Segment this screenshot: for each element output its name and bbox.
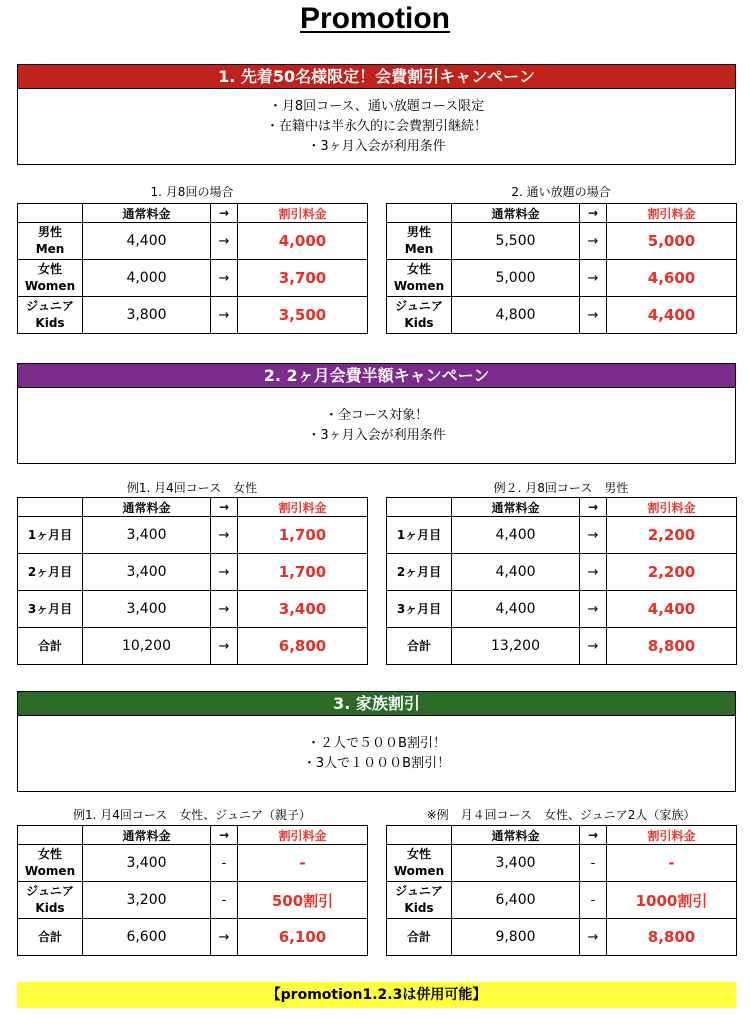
table-row: [18, 223, 368, 260]
row-label: 合計: [387, 628, 452, 665]
header-arrow: →: [580, 826, 607, 845]
discount-price: 3,500: [238, 297, 368, 334]
table-row: [18, 845, 368, 882]
normal-price: 6,600: [83, 919, 211, 956]
arrow: -: [580, 882, 607, 919]
header-discount: 割引料金: [238, 204, 368, 223]
section3-line-1: ・２人で５００B割引！: [307, 735, 446, 751]
discount-price: 2,200: [607, 517, 737, 554]
header-normal: 通常料金: [452, 826, 580, 845]
arrow: →: [211, 554, 238, 591]
section3-left-table: [17, 825, 368, 956]
row-label: 合計: [18, 628, 83, 665]
arrow: →: [211, 223, 238, 260]
row-label: 女性 Women: [18, 845, 83, 882]
table-row: [387, 223, 737, 260]
section2-left-table: [17, 497, 368, 665]
discount-price: 4,000: [238, 223, 368, 260]
header-arrow: →: [580, 204, 607, 223]
header-arrow: →: [211, 826, 238, 845]
section3-left-caption: 例1. 月4回コース 女性、ジュニア（親子）: [72, 808, 312, 822]
header-blank: [18, 826, 83, 845]
header-arrow: →: [580, 498, 607, 517]
table-row: [387, 591, 737, 628]
section3-header: 3. 家族割引: [17, 691, 736, 716]
discount-price: 4,400: [607, 591, 737, 628]
normal-price: 5,500: [452, 223, 580, 260]
discount-price: 8,800: [607, 919, 737, 956]
table-row: [387, 517, 737, 554]
section1-description: [17, 89, 736, 165]
discount-price: 5,000: [607, 223, 737, 260]
row-label: 男性 Men: [18, 223, 83, 260]
row-label: ジュニア Kids: [387, 882, 452, 919]
table-row: [18, 591, 368, 628]
normal-price: 3,800: [83, 297, 211, 334]
header-arrow: →: [211, 498, 238, 517]
arrow: →: [580, 628, 607, 665]
arrow: →: [211, 591, 238, 628]
row-label: 3ヶ月目: [18, 591, 83, 628]
normal-price: 9,800: [452, 919, 580, 956]
section1-left-caption: 1. 月8回の場合: [150, 185, 234, 199]
arrow: →: [211, 517, 238, 554]
section2-line-1: ・全コース対象！: [324, 407, 429, 423]
header-normal: 通常料金: [452, 204, 580, 223]
discount-price: 4,400: [607, 297, 737, 334]
row-label: 1ヶ月目: [387, 517, 452, 554]
discount-price: 4,600: [607, 260, 737, 297]
table-header-row: [387, 826, 737, 845]
row-label: ジュニア Kids: [387, 297, 452, 334]
normal-price: 3,200: [83, 882, 211, 919]
discount-price: 2,200: [607, 554, 737, 591]
arrow: →: [211, 260, 238, 297]
normal-price: 10,200: [83, 628, 211, 665]
section2-header: 2. 2ヶ月会費半額キャンペーン: [17, 363, 736, 388]
table-row: [18, 628, 368, 665]
table-row: [18, 554, 368, 591]
normal-price: 4,400: [452, 517, 580, 554]
header-discount: 割引料金: [607, 204, 737, 223]
header-discount: 割引料金: [238, 826, 368, 845]
normal-price: 4,400: [83, 223, 211, 260]
section1-header: 1. 先着50名様限定！会費割引キャンペーン: [17, 64, 736, 89]
table-header-row: [18, 204, 368, 223]
table-row: [18, 919, 368, 956]
arrow: →: [211, 628, 238, 665]
page-title: Promotion: [300, 2, 450, 35]
row-label: 女性 Women: [387, 260, 452, 297]
section2-line-2: ・3ヶ月入会が利用条件: [307, 427, 446, 443]
section3-line-2: ・3人で１０００B割引！: [302, 755, 451, 771]
header-blank: [387, 204, 452, 223]
table-row: [387, 628, 737, 665]
normal-price: 4,800: [452, 297, 580, 334]
arrow: →: [580, 919, 607, 956]
section2-description: [17, 388, 736, 464]
header-discount: 割引料金: [607, 826, 737, 845]
arrow: →: [211, 297, 238, 334]
discount-price: 6,800: [238, 628, 368, 665]
table-row: [387, 554, 737, 591]
section2-right-table: [386, 497, 737, 665]
header-normal: 通常料金: [452, 498, 580, 517]
normal-price: 3,400: [83, 554, 211, 591]
row-label: 女性 Women: [18, 260, 83, 297]
normal-price: 13,200: [452, 628, 580, 665]
header-normal: 通常料金: [83, 204, 211, 223]
header-discount: 割引料金: [238, 498, 368, 517]
arrow: →: [580, 260, 607, 297]
row-label: 合計: [387, 919, 452, 956]
arrow: →: [580, 554, 607, 591]
table-row: [387, 260, 737, 297]
table-row: [18, 297, 368, 334]
section1-line-1: ・月8回コース、通い放題コース限定: [268, 98, 485, 114]
normal-price: 4,000: [83, 260, 211, 297]
section1-line-2: ・在籍中は半永久的に会費割引継続！: [265, 118, 487, 134]
table-row: [387, 919, 737, 956]
table-header-row: [387, 498, 737, 517]
discount-price: 6,100: [238, 919, 368, 956]
discount-price: 1000割引: [607, 882, 737, 919]
arrow: -: [580, 845, 607, 882]
discount-price: 1,700: [238, 554, 368, 591]
section3-description: [17, 716, 736, 792]
arrow: -: [211, 882, 238, 919]
discount-price: 8,800: [607, 628, 737, 665]
row-label: ジュニア Kids: [18, 297, 83, 334]
discount-price: -: [238, 845, 368, 882]
normal-price: 3,400: [83, 845, 211, 882]
section1-line-3: ・3ヶ月入会が利用条件: [307, 138, 446, 154]
row-label: 男性 Men: [387, 223, 452, 260]
table-row: [18, 260, 368, 297]
table-header-row: [387, 204, 737, 223]
row-label: 2ヶ月目: [18, 554, 83, 591]
row-label: 女性 Women: [387, 845, 452, 882]
row-label: 2ヶ月目: [387, 554, 452, 591]
row-label: ジュニア Kids: [18, 882, 83, 919]
normal-price: 4,400: [452, 591, 580, 628]
discount-price: 3,700: [238, 260, 368, 297]
arrow: →: [580, 223, 607, 260]
header-normal: 通常料金: [83, 498, 211, 517]
normal-price: 5,000: [452, 260, 580, 297]
normal-price: 6,400: [452, 882, 580, 919]
normal-price: 3,400: [452, 845, 580, 882]
table-row: [387, 882, 737, 919]
normal-price: 4,400: [452, 554, 580, 591]
table-row: [18, 882, 368, 919]
arrow: →: [211, 919, 238, 956]
footer-note: 【promotion1.2.3は併用可能】: [17, 982, 736, 1008]
row-label: 合計: [18, 919, 83, 956]
discount-price: 1,700: [238, 517, 368, 554]
section3-right-table: [386, 825, 737, 956]
header-discount: 割引料金: [607, 498, 737, 517]
table-row: [387, 845, 737, 882]
row-label: 3ヶ月目: [387, 591, 452, 628]
section1-left-table: [17, 203, 368, 334]
table-header-row: [18, 498, 368, 517]
header-blank: [18, 498, 83, 517]
table-row: [18, 517, 368, 554]
arrow: →: [580, 591, 607, 628]
section1-right-table: [386, 203, 737, 334]
header-arrow: →: [211, 204, 238, 223]
discount-price: -: [607, 845, 737, 882]
discount-price: 500割引: [238, 882, 368, 919]
discount-price: 3,400: [238, 591, 368, 628]
normal-price: 3,400: [83, 591, 211, 628]
arrow: →: [580, 297, 607, 334]
table-row: [387, 297, 737, 334]
section2-left-caption: 例1. 月4回コース 女性: [126, 481, 258, 495]
section1-right-caption: 2. 通い放題の場合: [511, 185, 611, 199]
header-blank: [387, 826, 452, 845]
section2-right-caption: 例２. 月8回コース 男性: [493, 481, 629, 495]
header-blank: [387, 498, 452, 517]
arrow: -: [211, 845, 238, 882]
arrow: →: [580, 517, 607, 554]
table-header-row: [18, 826, 368, 845]
section3-right-caption: ※例 月４回コース 女性、ジュニア2人（家族）: [426, 808, 696, 822]
header-blank: [18, 204, 83, 223]
normal-price: 3,400: [83, 517, 211, 554]
row-label: 1ヶ月目: [18, 517, 83, 554]
header-normal: 通常料金: [83, 826, 211, 845]
